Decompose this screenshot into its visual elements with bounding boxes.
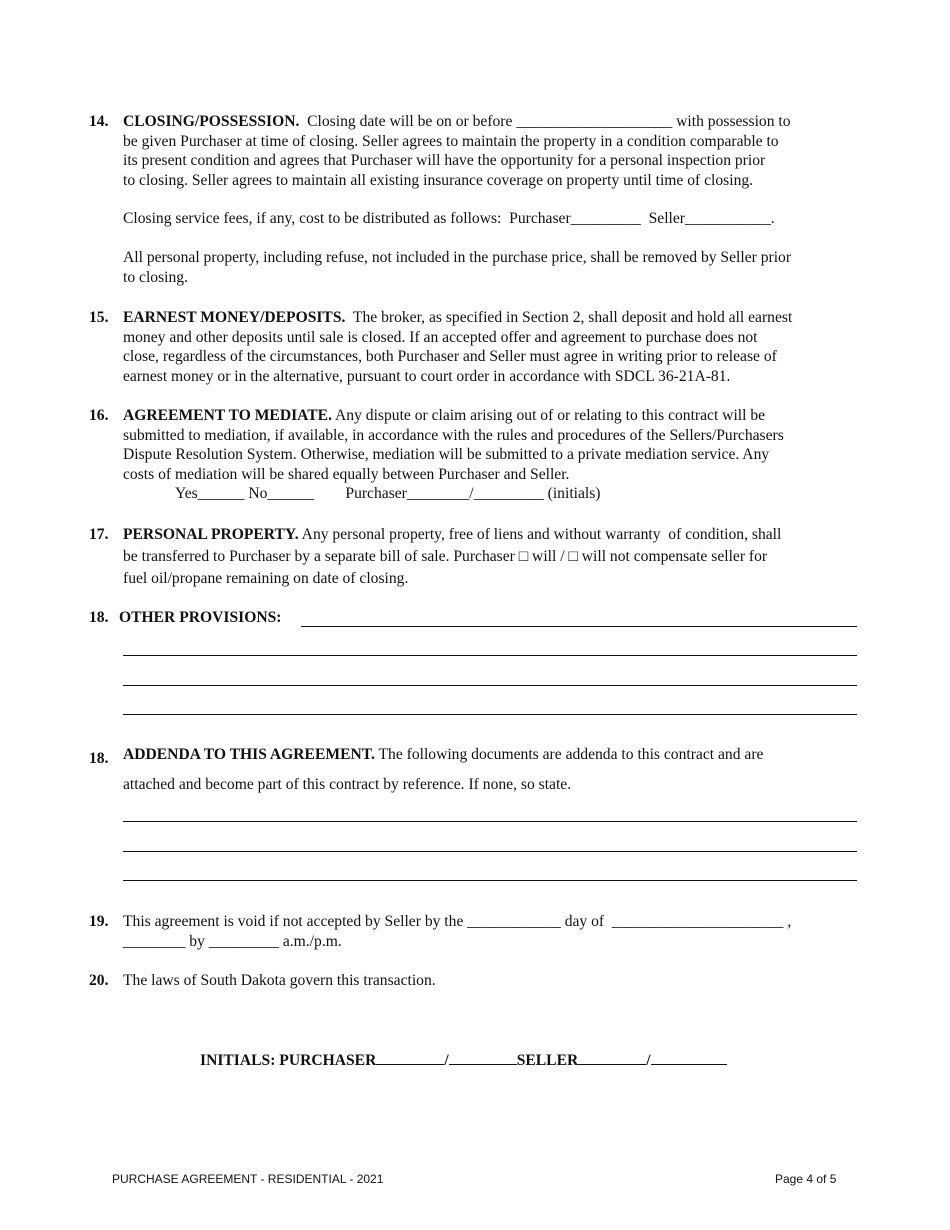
purchaser-initial-blank-1[interactable] [376,1049,444,1065]
section-number: 14. [89,113,109,130]
other-provisions-line[interactable] [123,714,857,715]
other-provisions-line[interactable] [123,655,857,656]
text-line: The broker, as specified in Section 2, shall deposit and hold all earnest [345,309,793,326]
section-heading: EARNEST MONEY/DEPOSITS. [123,309,346,326]
text-line: Any dispute or claim arising out of or relating to this contract will be [331,407,766,424]
slash: / [444,1052,449,1069]
section-20 [89,971,859,991]
section-heading: ADDENDA TO THIS AGREEMENT. [123,746,375,763]
section-15 [89,308,859,386]
section-16 [89,406,859,504]
text-line: money and other deposits until sale is closed. If an accepted offer and agreement to purchase does not [123,328,758,346]
text-line: to closing. Seller agrees to maintain all existing insurance coverage on property until time of closing. [123,171,754,189]
text-line: costs of mediation will be shared equally between Purchaser and Seller. [123,465,570,483]
text-line: attached and become part of this contract by reference. If none, so state. [123,776,572,793]
section-number: 18. [89,750,109,767]
governing-law-line: The laws of South Dakota govern this transaction. [123,972,436,989]
section-number: 16. [89,407,109,424]
text-line: be given Purchaser at time of closing. Seller agrees to maintain the property in a condition comparable to [123,132,779,150]
section-heading: AGREEMENT TO MEDIATE. [123,407,332,424]
fuel-compensation-line: be transferred to Purchaser by a separate bill of sale. Purchaser □ will / □ will not compensate seller for [123,548,768,565]
text-line: earnest money or in the alternative, pursuant to court order in accordance with SDCL 36-21A-81. [123,367,731,385]
addenda-line[interactable] [123,821,857,822]
acceptance-deadline-line: This agreement is void if not accepted by Seller by the ____________ day of ______________________ , [123,913,792,930]
other-provisions-line[interactable] [301,626,857,627]
other-provisions-line[interactable] [123,685,857,686]
section-number: 18. [89,609,109,626]
section-18-addenda [89,744,859,804]
addenda-line[interactable] [123,880,857,881]
acceptance-time-line: ________ by _________ a.m./p.m. [123,932,342,950]
initials-block [200,1049,727,1070]
text-line: fuel oil/propane remaining on date of closing. [123,570,409,587]
page-number: Page 4 of 5 [775,1172,837,1186]
section-14 [89,112,859,287]
text-line: its present condition and agrees that Purchaser will have the opportunity for a personal inspection prior [123,152,766,170]
section-heading: CLOSING/POSSESSION. [123,113,300,130]
section-number: 15. [89,309,109,326]
text-line: Any personal property, free of liens and without warranty of condition, shall [298,526,782,543]
purchaser-initial-blank-2[interactable] [449,1049,517,1065]
section-number: 20. [89,972,109,989]
addenda-line[interactable] [123,851,857,852]
text-line: close, regardless of the circumstances, both Purchaser and Seller must agree in writing prior to release of [123,348,777,366]
text-line: The following documents are addenda to this contract and are [374,746,764,763]
slash: / [646,1052,651,1069]
text-line: All personal property, including refuse, not included in the purchase price, shall be removed by Seller prior [123,248,792,266]
section-14-paragraph-1 [123,112,859,190]
mediation-choice-line: Yes______ No______ Purchaser________/_________ (initials) [175,485,601,503]
section-19 [89,912,859,951]
text-line: submitted to mediation, if available, in accordance with the rules and procedures of the Sellers/Purchasers [123,426,784,444]
text-line: Dispute Resolution System. Otherwise, mediation will be submitted to a private mediation service. Any [123,446,770,464]
section-number: 17. [89,526,109,543]
section-heading: OTHER PROVISIONS: [119,609,282,626]
seller-initial-blank-1[interactable] [578,1049,646,1065]
closing-fees-line: Closing service fees, if any, cost to be distributed as follows: Purchaser_________ Seller___________. [123,210,775,228]
section-17 [89,524,859,590]
closing-date-line: Closing date will be on or before ____________________ with possession to [299,113,791,130]
seller-initials-label: SELLER [516,1052,579,1069]
section-number: 19. [89,913,109,930]
personal-property-removal [123,248,859,287]
seller-initial-blank-2[interactable] [651,1049,727,1065]
section-heading: PERSONAL PROPERTY. [123,526,299,543]
text-line: to closing. [123,268,188,286]
footer-title: PURCHASE AGREEMENT - RESIDENTIAL - 2021 [112,1172,384,1186]
purchaser-initials-label: INITIALS: PURCHASER [200,1052,377,1069]
